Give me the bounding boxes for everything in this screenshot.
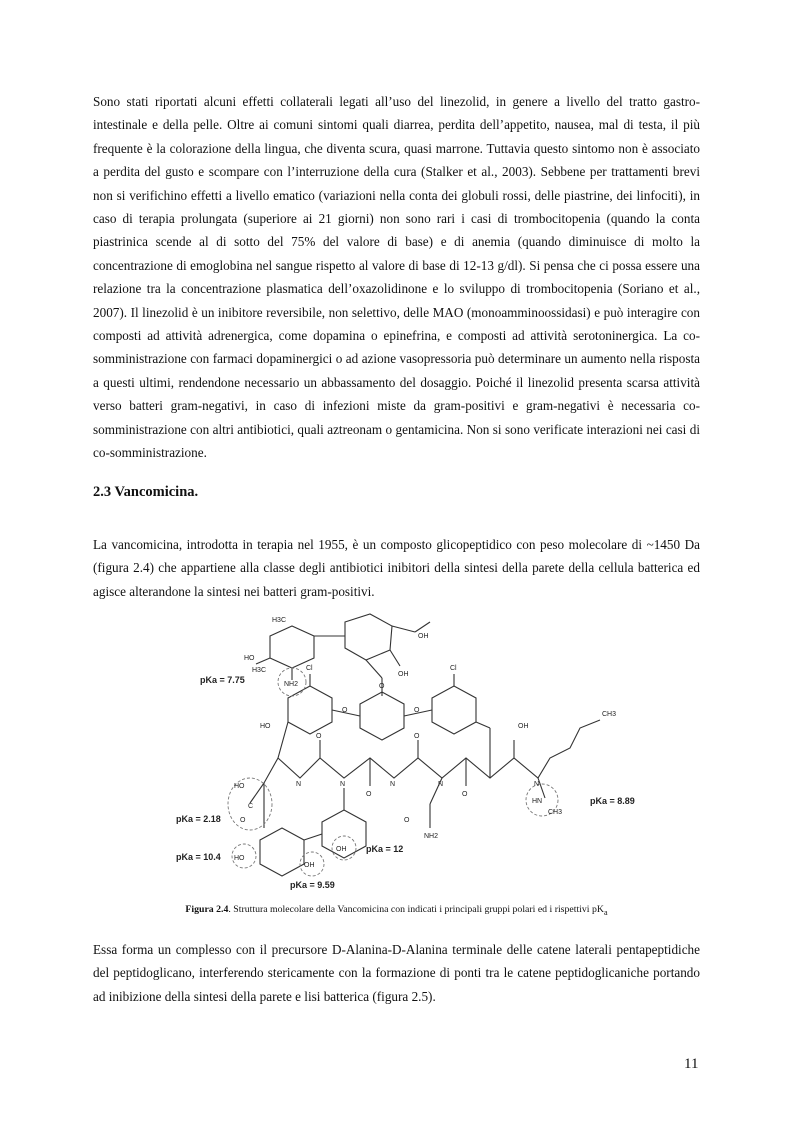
atom-label: O <box>462 791 468 798</box>
paragraph-vancomycin-intro: La vancomicina, introdotta in terapia nel 1955, è un composto glicopeptidico con peso molecolare di ~1450 Da (figura 2.4) che appartiene alla classe degli antibiotici inibitori della sintesi della parete della cellula batterica ed agisce alterandone la sintesi nei batteri gram-positivi. <box>93 537 700 599</box>
atom-label: N <box>296 781 302 788</box>
atom-label: O <box>404 817 410 824</box>
atom-label: HO <box>234 783 245 790</box>
pka-label: pKa = 2.18 <box>176 814 221 824</box>
caption-text: . Struttura molecolare della Vancomicina con indicati i principali gruppi polari ed i rispettivi pK <box>228 904 604 915</box>
atom-label: Cl <box>450 665 457 672</box>
atom-label: HN <box>532 798 543 805</box>
pka-label: pKa = 12 <box>366 844 404 854</box>
atom-label: O <box>414 733 420 740</box>
pka-label: pKa = 10.4 <box>176 852 221 862</box>
paragraph-linezolid-side-effects: Sono stati riportati alcuni effetti collaterali legati all’uso del linezolid, in genere a livello del tratto gastro-intestinale e della pelle. Oltre ai comuni sintomi quali diarrea, perdita dell’appetito, nausea, mal di testa, il più frequente è la colorazione della lingua, che diventa scura, quasi marrone. Tuttavia questo sintomo non è associato a perdita del gusto e scompare con l’interruzione della cura (Stalker et al., 2003). Sebbene per trattamenti brevi non si verifichino effetti a livello ematico (variazioni nella conta dei globuli rossi, delle piastrine, dei linfociti), in caso di terapia prolungata (superiore ai 21 giorni) non sono rari i casi di trombocitopenia (quando la conta piastrinica scende al di sotto del 75% del valore di base) e di anemia (quando diminuisce di molto la concentrazione di emoglobina nel sangue rispetto al valore di base di 12-13 g/dl). Si pensa che ci possa essere una relazione tra la concentrazione plasmatica dell’oxazolidinone e lo sviluppo di trombocitopenia (Soriano et al., 2007). Il linezolid è un inibitore reversibile, non selettivo, delle MAO (monoamminoossidasi) e può interagire con composti ad attività adrenergica, come dopamina o epinefrina, e composti ad attività serotoninergica. La co-somministrazione con farmaci dopaminergici o ad azione vasopressoria può determinare un aumento nella risposta a questi ultimi, rendendone necessario un abbassamento del dosaggio. Poiché il linezolid presenta scarsa attività verso batteri gram-negativi, in caso di infezioni miste da gram-positivi e gram-negativi è necessaria co-somministrazione con altri antibiotici, quali aztreonam o gentamicina. Non si sono verificate interazioni nei casi di co-somministrazione. <box>93 94 700 461</box>
caption-label: Figura 2.4 <box>185 904 229 915</box>
atom-label: O <box>414 707 420 714</box>
pka-label: pKa = 9.59 <box>290 880 335 890</box>
atom-label: O <box>379 683 385 690</box>
atom-label: NH2 <box>424 833 439 840</box>
atom-label: HO <box>234 855 245 862</box>
pka-label: pKa = 7.75 <box>200 675 245 685</box>
atom-label: O <box>342 707 348 714</box>
paragraph-mechanism: Essa forma un complesso con il precursore D-Alanina-D-Alanina terminale delle catene laterali pentapeptidiche del peptidoglicano, interferendo stericamente con la formazione di ponti tra le catene peptidoglicaniche portando ad inibizione della sintesi della parete e lisi batterica (figura 2.5). <box>93 942 700 1004</box>
vancomycin-structure-figure <box>160 608 660 898</box>
atom-label: N <box>340 781 346 788</box>
atom-label: HO <box>244 655 255 662</box>
atom-label: N <box>438 781 444 788</box>
pka-labels <box>176 675 635 890</box>
atom-label: CH3 <box>548 809 563 816</box>
page-number: 11 <box>684 1056 699 1072</box>
atom-label: O <box>366 791 372 798</box>
atom-label: N <box>534 781 540 788</box>
atom-label: OH <box>398 671 409 678</box>
figure-caption <box>93 904 700 917</box>
atom-label: H3C <box>252 667 267 674</box>
atom-label: HO <box>260 723 271 730</box>
atom-label: OH <box>518 723 529 730</box>
atom-label: O <box>316 733 322 740</box>
atom-label: OH <box>336 846 347 853</box>
sugar-rings <box>256 614 430 696</box>
atom-label: C <box>248 803 254 810</box>
atom-label: NH2 <box>284 681 299 688</box>
atom-label: OH <box>304 862 315 869</box>
section-heading: 2.3 Vancomicina. <box>93 484 199 500</box>
atom-label: N <box>390 781 396 788</box>
atom-label: O <box>240 817 246 824</box>
caption-subscript: a <box>603 907 608 917</box>
pka-label: pKa = 8.89 <box>590 796 635 806</box>
atom-labels <box>234 617 616 869</box>
atom-label: CH3 <box>602 711 617 718</box>
atom-label: OH <box>418 633 429 640</box>
atom-label: Cl <box>306 665 313 672</box>
atom-label: H3C <box>272 617 287 624</box>
